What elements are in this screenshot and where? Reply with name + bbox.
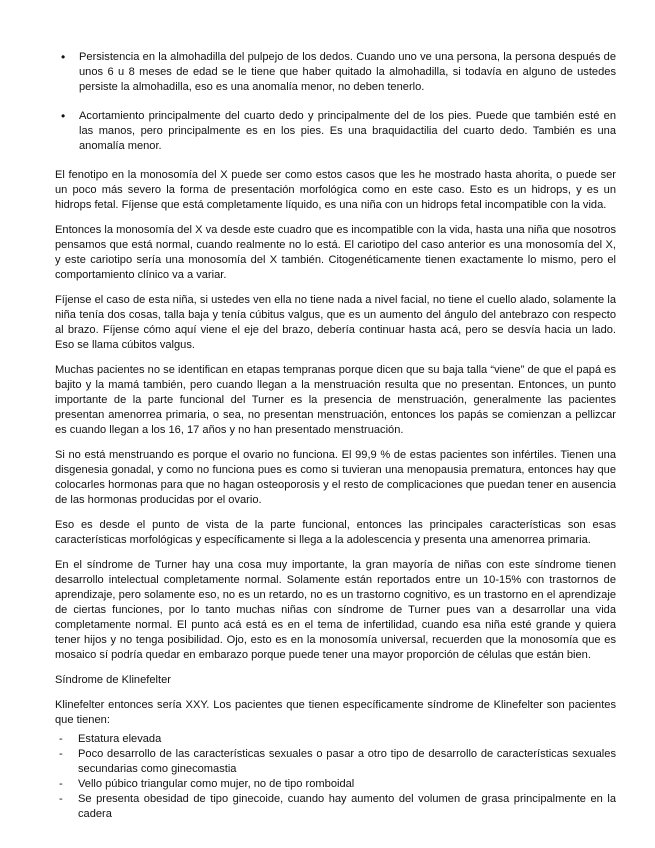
dash-mark: - (59, 778, 63, 790)
dash-text: Se presenta obesidad de tipo ginecoide, cuando hay aumento del volumen de grasa principalmente en la cadera (78, 793, 616, 820)
dash-mark: - (59, 793, 63, 805)
dash-item (55, 777, 616, 792)
bullet-text: Persistencia en la almohadilla del pulpejo de los dedos. Cuando uno ve una persona, la persona después de unos 6 u 8 meses de edad se le tiene que haber quitado la almohadilla, si todavía en alguno de ustedes persiste la almohadilla, eso es una anomalía menor, no deben tenerlo. (79, 51, 616, 93)
dash-text: Estatura elevada (78, 733, 162, 745)
paragraph-monosomia: Entonces la monosomía del X va desde este cuadro que es incompatible con la vida, hasta una niña que nosotros pensamos que está normal, cuando realmente no lo está. El cariotipo del caso anterior es una monosomía del X, y este cariotipo sería una monosomía del X también. Citogenéticamente tienen exactamente lo mismo, pero el comportamiento clínico va a variar. (55, 224, 616, 281)
section-heading: Síndrome de Klinefelter (55, 674, 171, 686)
bullet-mark: • (61, 109, 66, 123)
dash-item (55, 732, 616, 747)
paragraph-amenorrea: Muchas pacientes no se identifican en etapas tempranas porque dicen que su baja talla “viene” de que el papá es bajito y la mamá también, pero cuando llegan a la menstruación resulta que no presentan. Entonces, un punto importante de la parte funcional del Turner es la presencia de menstruación, generalmente las pacientes presentan amenorrea primaria, o sea, no presentan menstruación, entonces los papás se comienzan a pellizcar es cuando llegan a los 16, 17 años y no han presentado menstruación. (55, 364, 616, 436)
dash-item (55, 747, 616, 777)
bullet-mark: • (61, 50, 66, 64)
dash-list (55, 732, 616, 822)
paragraph-cubitus-valgus: Fíjense el caso de esta niña, si ustedes ven ella no tiene nada a nivel facial, no tiene el cuello alado, solamente la niña tenía dos cosas, talla baja y tenía cúbitus valgus, que es un aumento del ángulo del antebrazo con respecto al brazo. Fíjense cómo aquí viene el eje del brazo, debería continuar hasta acá, pero se desvía hacia un lado. Eso se llama cúbitos valgus. (55, 294, 616, 351)
bullet-item (55, 109, 616, 154)
dash-mark: - (59, 748, 63, 760)
paragraph-desarrollo-intelectual: En el síndrome de Turner hay una cosa muy importante, la gran mayoría de niñas con este síndrome tienen desarrollo intelectual completamente normal. Solamente están reportados entre un 10-15% con trastornos de aprendizaje, pero solamente eso, no es un retardo, no es un trastorno cognitivo, es un trastorno en el aprendizaje de ciertas funciones, por lo tanto muchas niñas con síndrome de Turner pues van a desarrollar una vida completamente normal. El punto acá está es en el tema de infertilidad, cuando esa niña esté grande y quiera tener hijos y no tenga posibilidad. Ojo, esto es en la monosomía universal, recuerden que la monosomía que es mosaico sí podría quedar en embarazo porque puede tener una mayor proporción de células que están bien. (55, 559, 616, 661)
paragraph-parte-funcional: Eso es desde el punto de vista de la parte funcional, entonces las principales características son esas características morfológicas y específicamente si llega a la adolescencia y presenta una amenorrea primaria. (55, 519, 616, 546)
intro-paragraph: Klinefelter entonces sería XXY. Los pacientes que tienen específicamente síndrome de Klinefelter son pacientes que tienen: (55, 699, 616, 726)
bullet-text: Acortamiento principalmente del cuarto dedo y principalmente del de los pies. Puede que también esté en las manos, pero principalmente es en los pies. Es una braquidactilia del cuarto dedo. También es una anomalía menor. (79, 110, 616, 152)
paragraph-hidrops: El fenotipo en la monosomía del X puede ser como estos casos que les he mostrado hasta ahorita, o puede ser un poco más severo la forma de presentación morfológica como en este caso. Esto es un hidrops, y es un hidrops fetal. Fíjense que está completamente líquido, es una niña con un hidrops fetal incompatible con la vida. (55, 169, 616, 211)
paragraph-infertilidad: Si no está menstruando es porque el ovario no funciona. El 99,9 % de estas pacientes son infértiles. Tienen una disgenesia gonadal, y como no funciona pues es como si tuvieran una menopausia prematura, entonces hay que colocarles hormonas para que no hagan osteoporosis y el resto de complicaciones que puedan tener en ausencia de las hormonas producidas por el ovario. (55, 449, 616, 506)
dash-text: Poco desarrollo de las características sexuales o pasar a otro tipo de desarrollo de características sexuales secundarias como ginecomastia (78, 748, 616, 775)
bullet-item (55, 50, 616, 95)
document-page (55, 50, 616, 822)
dash-mark: - (59, 733, 63, 745)
bullet-list (55, 50, 616, 154)
dash-item (55, 792, 616, 822)
dash-text: Vello púbico triangular como mujer, no de tipo romboidal (78, 778, 355, 790)
